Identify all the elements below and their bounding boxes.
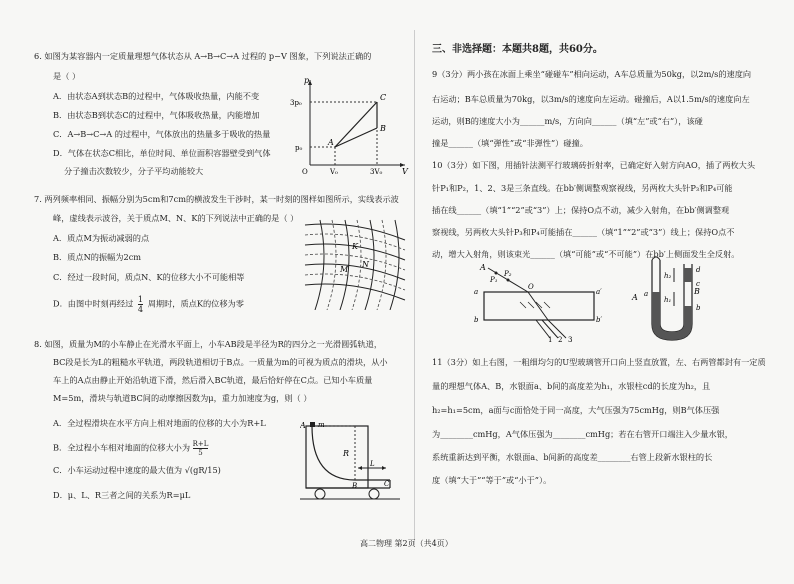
glass-label-b-edge: b	[474, 316, 479, 324]
cart-label-r: R	[343, 449, 350, 458]
cart-label-a: A	[300, 421, 306, 430]
q8-stem-line4: M=5m，滑块与轨道BC间的动摩擦因数为μ，重力加速度为g，则（ ）	[53, 393, 312, 403]
column-divider	[414, 30, 415, 545]
glass-label-o: O	[528, 283, 534, 291]
origin-label: O	[302, 168, 308, 175]
line-3-label: 3	[568, 336, 573, 342]
q8-stem-line3: 车上的A点由静止开始沿轨道下滑，然后滑入BC轨道，最后恰好停在C点。已知小车质量	[53, 375, 373, 385]
v0-label: V₀	[330, 168, 338, 175]
cart-label-b: B	[352, 482, 358, 490]
q10-line1: 10（3分）如下图，用插针法测平行玻璃砖折射率，已确定好入射方向AO，插了两枚大头	[432, 160, 756, 170]
q6-option-d-line2: 分子撞击次数较少，分子平均动能较大	[64, 166, 204, 176]
line-1-label: 1	[548, 336, 553, 342]
glass-label-b-prime: b′	[596, 316, 603, 324]
q6-stem-line2: 是（ ）	[53, 71, 81, 81]
q7-stem-line2: 峰，虚线表示波谷，关于质点M、N、K的下列说法中正确的是（ ）	[53, 213, 299, 223]
glass-label-a: A	[480, 263, 486, 272]
q7-option-d-tail: 周期时，质点K的位移为零	[147, 298, 244, 309]
glass-label-a-prime: a′	[596, 288, 602, 296]
q11-u-tube-figure	[630, 252, 720, 347]
glass-label-p2: P₂	[504, 270, 512, 278]
glass-label-a-edge: a	[474, 288, 479, 296]
label-n: N	[362, 260, 369, 269]
gas-b-label: B	[694, 287, 700, 296]
gas-a-label: A	[632, 293, 638, 302]
q8-cart-figure	[300, 418, 400, 503]
q7-frac-den: 4	[137, 304, 144, 314]
q6-option-d-line1: D．气体在状态C相比，单位时间、单位面积容器壁受到气体	[53, 148, 271, 158]
p-axis-label: p	[304, 76, 310, 85]
q8-c-value: √(gR/15)	[184, 465, 221, 475]
q10-line4: 察视线，另两枚大头针P₃和P₄可能插在______（填“1”“2”或“3”）线上；保持O点不	[432, 227, 735, 237]
q8-option-b	[53, 440, 208, 457]
v3-label: 3V₀	[370, 168, 383, 175]
q6-option-a: A．由状态A到状态B的过程中，气体吸收热量，内能不变	[53, 91, 260, 101]
q8-option-a: A．全过程滑块在水平方向上相对地面的位移的大小为R+L	[53, 418, 266, 428]
p0-label: p₀	[295, 144, 303, 152]
q8-option-b-text: B．全过程小车相对地面的位移大小为	[53, 442, 191, 453]
cart-label-m: m	[318, 421, 325, 429]
line-2-label: 2	[558, 336, 563, 342]
q11-line1: 11（3分）如上右图，一粗细均匀的U型玻璃管开口向上竖直放置，左、右两管都封有一定质	[432, 357, 766, 367]
h1-label: h₁	[664, 296, 672, 304]
p3-label: 3p₀	[290, 99, 302, 107]
glass-label-p1: P₁	[490, 276, 498, 284]
q10-line3: 插在线______（填“1”“2”或“3”）上；保持O点不动，减少入射角，在bb′侧调整观	[432, 205, 730, 215]
q8-option-d: D．μ、L、R三者之间的关系为R=μL	[53, 490, 191, 500]
q6-stem-line1: 6. 如图为某容器内一定质量理想气体状态从 A→B→C→A 过程的 p−V 图象，下列说法正确的	[34, 51, 372, 61]
q7-option-c: C．经过一段时间，质点N、K的位移大小不可能相等	[53, 272, 245, 282]
q6-option-b: B．由状态B到状态C的过程中，气体吸收热量，内能增加	[53, 110, 260, 120]
surface-d-label: d	[696, 266, 701, 274]
q7-option-a: A．质点M为振动减弱的点	[53, 233, 150, 243]
q8-b-den: 5	[198, 449, 203, 457]
q7-option-d	[53, 295, 244, 314]
q7-option-b: B．质点N的振幅为2cm	[53, 252, 142, 262]
q9-line3: 运动，则B的速度大小为______m/s，方向向______（填“左”或“右”），该碰	[432, 116, 703, 126]
q8-option-c-text: C．小车运动过程中速度的最大值为	[53, 465, 183, 475]
q11-line2: 量的理想气体A、B，水银面a、b间的高度差为h₁，水银柱cd的长度为h₂，且	[432, 381, 711, 391]
page-footer: 高二物理 第2页（共4页）	[360, 539, 453, 548]
q10-line5: 动，增大入射角，则该束光______（填“可能”或“不可能”）在bb′上侧面发生全反射。	[432, 249, 740, 259]
h2-label: h₂	[664, 272, 672, 280]
cart-label-c: C	[384, 480, 390, 488]
q8-b-num: R+L	[192, 440, 209, 448]
q9-line2: 右运动；B车总质量为70kg，以3m/s的速度向左运动。碰撞后，A以1.5m/s的速度向左	[432, 94, 750, 104]
q10-glass-block-figure	[470, 262, 610, 342]
q8-stem-line2: BC段是长为L的粗糙水平轨道，两段轨道相切于B点。一质量为m的可视为质点的滑块，从小	[53, 357, 388, 367]
cart-label-l: L	[370, 460, 375, 468]
surface-c-label: c	[696, 280, 700, 288]
surface-a-label: a	[644, 290, 649, 298]
q8-stem-line1: 8. 如图，质量为M的小车静止在光滑水平面上，小车AB段是半径为R的四分之一光滑圆弧轨道，	[34, 339, 383, 349]
q9-line1: 9（3分）两小孩在冰面上乘坐“碰碰车”相向运动，A车总质量为50kg，以2m/s的速度向	[432, 69, 752, 79]
ca-segment	[335, 102, 377, 147]
q6-option-c: C．A→B→C→A 的过程中，气体放出的热量多于吸收的热量	[53, 129, 271, 139]
v-axis-label: V	[402, 167, 408, 175]
label-k: K	[352, 242, 358, 251]
q7-stem-line1: 7. 两列频率相同、振幅分别为5cm和7cm的横波发生干涉时，某一时刻的图样如图所示，实线表示波	[34, 194, 399, 204]
right-column	[420, 0, 794, 584]
q10-line2: 针P₁和P₂，1、2、3是三条直线。在bb′侧调整观察视线，另两枚大头针P₃和P₄可能	[432, 183, 733, 193]
q8-b-fraction	[193, 440, 209, 457]
label-m: M	[340, 265, 349, 274]
q7-interference-figure	[300, 215, 410, 310]
point-b-label: B	[380, 124, 386, 133]
q11-line6: 度（填“大于”“等于”或“小于”）。	[432, 475, 552, 485]
q11-line5: 系统重新达到平衡，水银面a、b间新的高度差________右管上段新水银柱的长	[432, 452, 713, 462]
section-3-title: 三、非选择题：本题共8题，共60分。	[432, 44, 603, 55]
q7-frac-num: 1	[137, 294, 144, 304]
q7-option-d-text: D．由图中时刻再经过	[53, 298, 134, 309]
surface-b-label: b	[696, 304, 701, 312]
q11-line4: 为________cmHg，A气体压强为________cmHg；若在右管开口端注入少量水银，	[432, 429, 733, 439]
q6-pv-graph	[290, 75, 410, 175]
q7-fraction	[138, 295, 143, 314]
q9-line4: 撞是______（填“弹性”或“非弹性”）碰撞。	[432, 138, 588, 148]
q8-option-c	[53, 465, 221, 476]
point-a-label: A	[328, 138, 334, 147]
q11-line3: h₂=h₁=5cm，a面与c面恰处于同一高度，大气压强为75cmHg，则B气体压强	[432, 405, 720, 415]
ab-segment	[335, 128, 377, 147]
point-c-label: C	[380, 93, 387, 102]
